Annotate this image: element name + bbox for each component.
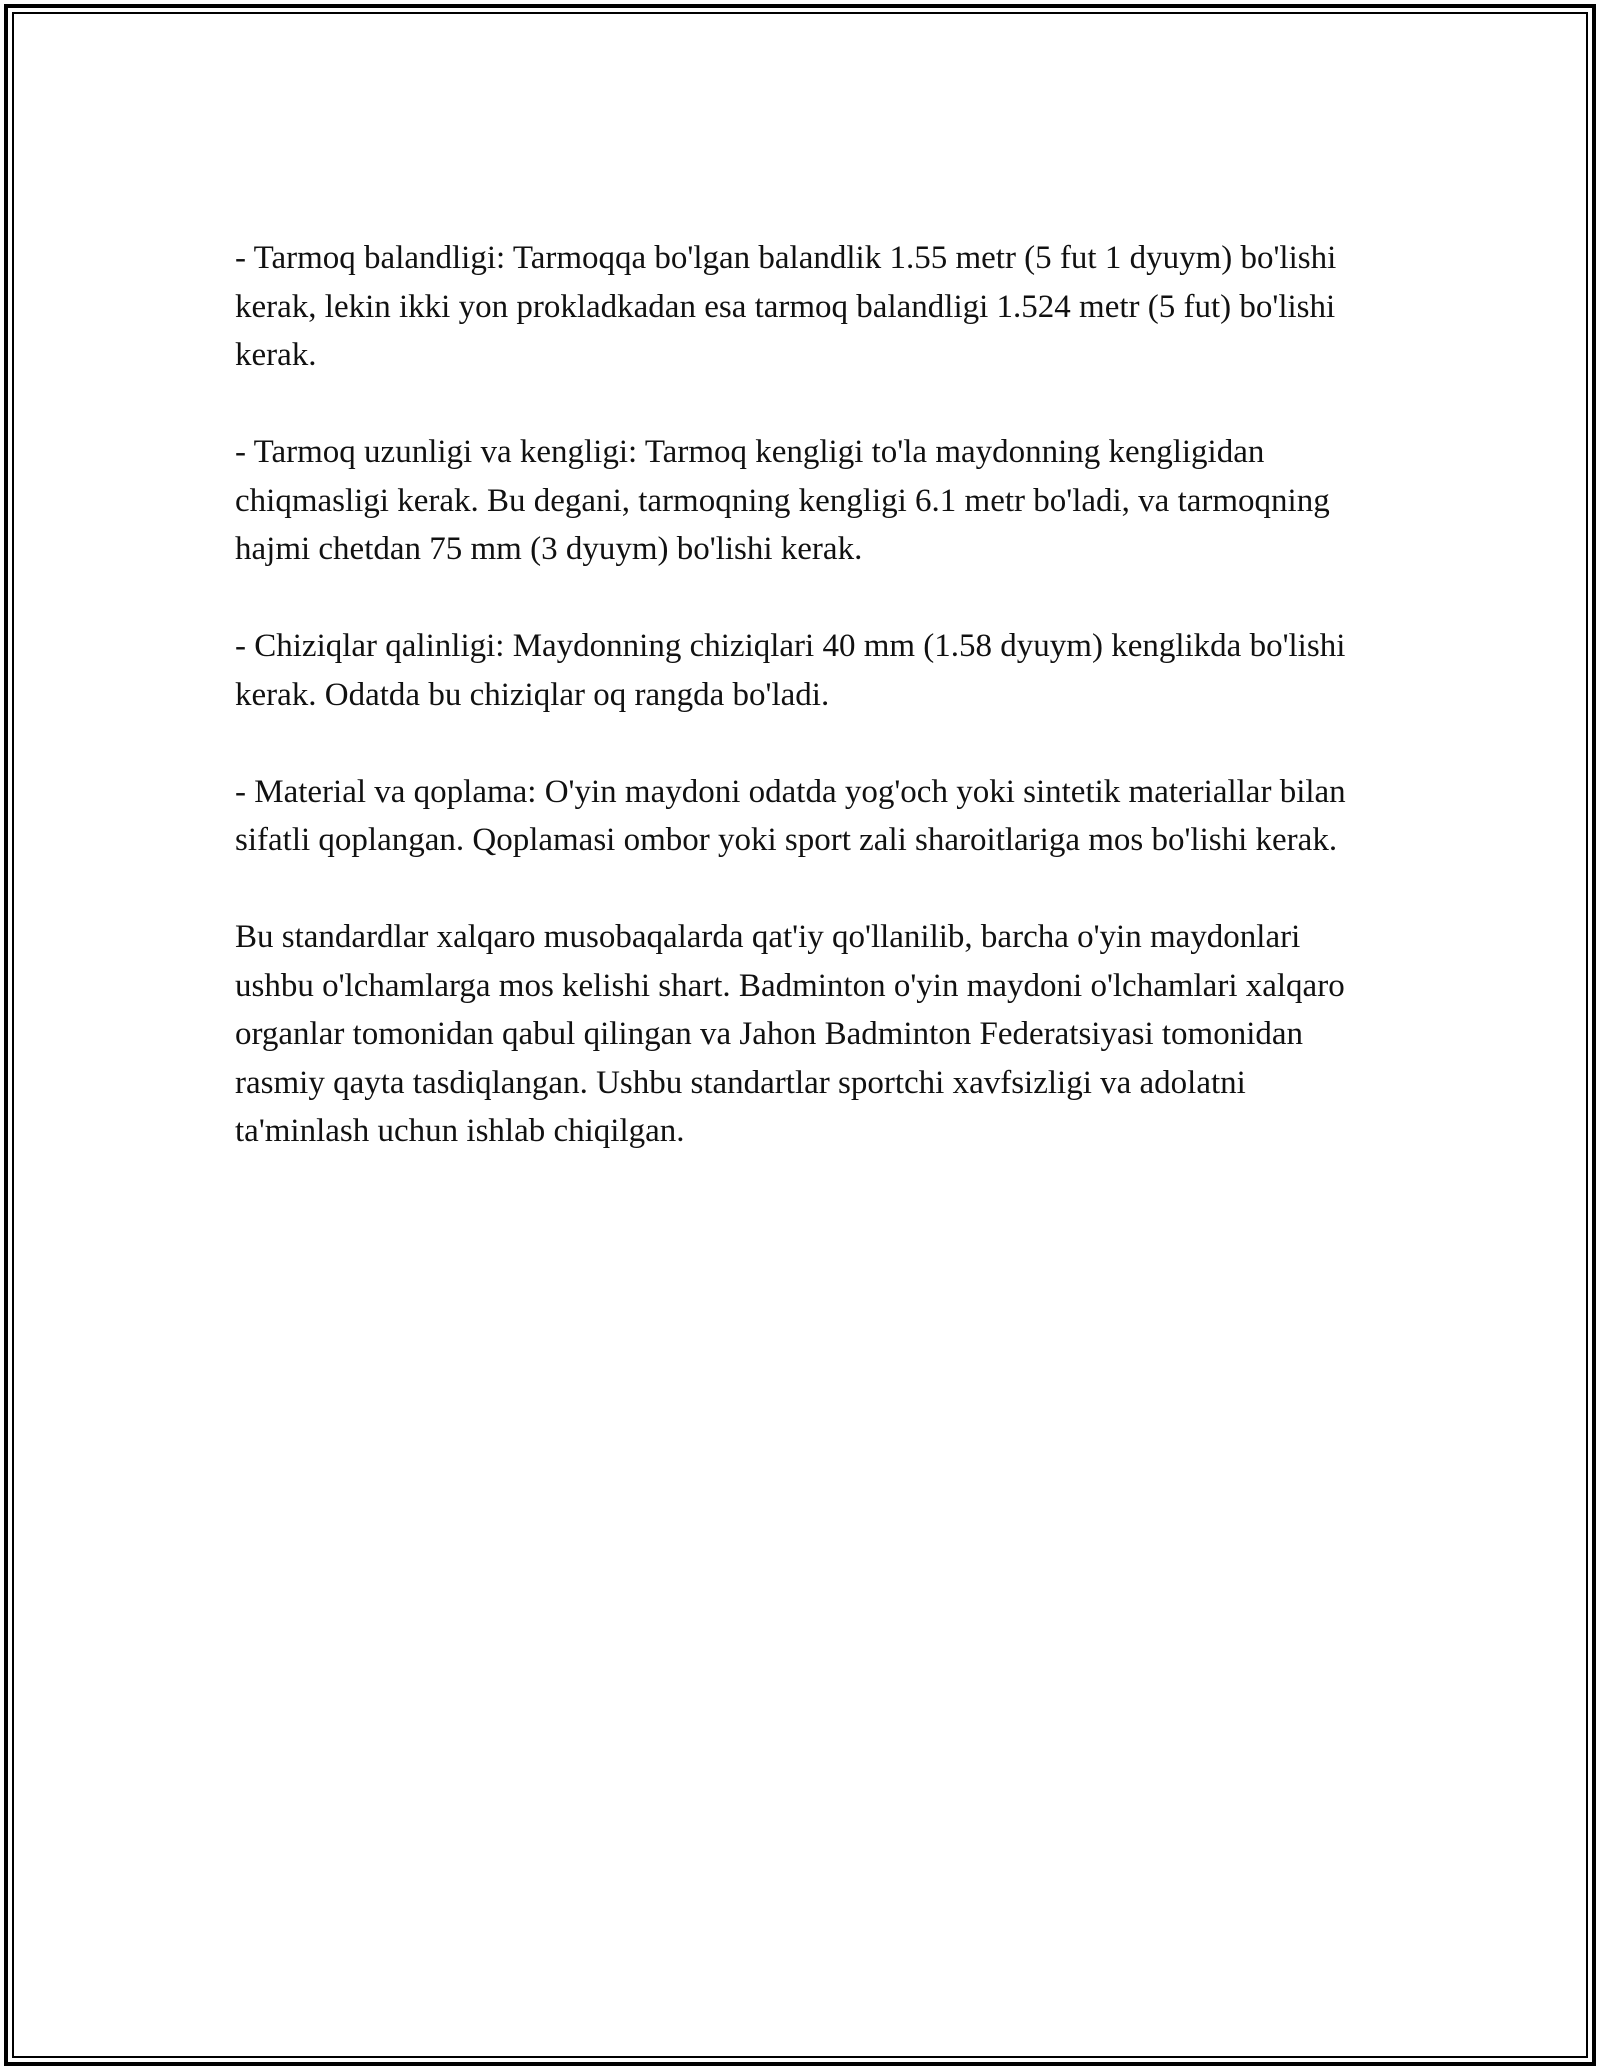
paragraph-line-thickness: - Chiziqlar qalinligi: Maydonning chiziqlari 40 mm (1.58 dyuym) kenglikda bo'lishi kerak. Odatda bu chiziqlar oq rangda bo'ladi. <box>235 628 1346 713</box>
paragraph-material-surface: - Material va qoplama: O'yin maydoni odatda yog'och yoki sintetik materiallar bilan sifatli qoplangan. Qoplamasi ombor yoki sport zali sharoitlariga mos bo'lishi kerak. <box>235 773 1346 858</box>
paragraph-net-height: - Tarmoq balandligi: Tarmoqqa bo'lgan balandlik 1.55 metr (5 fut 1 dyuym) bo'lishi kerak, lekin ikki yon prokladkadan esa tarmoq balandligi 1.524 metr (5 fut) bo'lishi kerak. <box>235 240 1337 373</box>
document-body <box>235 234 1365 1204</box>
paragraph-summary: Bu standardlar xalqaro musobaqalarda qat'iy qo'llanilib, barcha o'yin maydonlari ushbu o'lchamlarga mos kelishi shart. Badminton o'yin maydoni o'lchamlari xalqaro organlar tomonidan qabul qilingan va Jahon Badminton Federatsiyasi tomonidan rasmiy qayta tasdiqlangan. Ushbu standartlar sportchi xavfsizligi va adolatni ta'minlash uchun ishlab chiqilgan. <box>235 919 1345 1149</box>
paragraph-net-length-width: - Tarmoq uzunligi va kengligi: Tarmoq kengligi to'la maydonning kengligidan chiqmasligi kerak. Bu degani, tarmoqning kengligi 6.1 metr bo'ladi, va tarmoqning hajmi chetdan 75 mm (3 dyuym) bo'lishi kerak. <box>235 434 1330 567</box>
